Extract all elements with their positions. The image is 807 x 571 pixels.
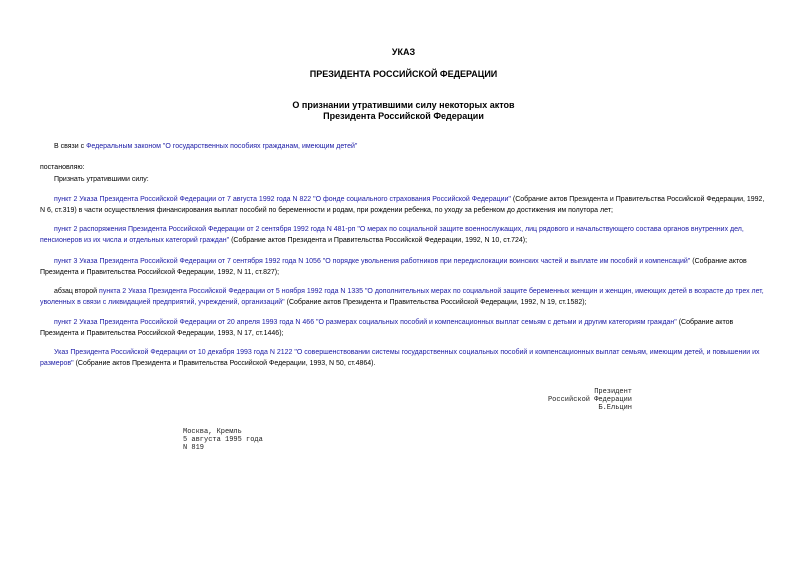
- doc-title-line2: Президента Российской Федерации: [323, 111, 484, 121]
- item-2-text: (Собрание актов Президента и Правительства Российской Федерации, 1992, N 10, ст.724);: [229, 237, 528, 244]
- item-6-text: (Собрание актов Президента и Правительства Российской Федерации, 1993, N 50, ст.4864).: [73, 360, 376, 367]
- item-3: [40, 256, 770, 278]
- item-4: [40, 286, 770, 308]
- number-text: N 819: [183, 444, 205, 452]
- item-2-link[interactable]: пункт 2 распоряжения Президента Российской Федерации от 2 сентября 1992 года N 481-рп "О мерах по социальной защите военнослужащих, лиц рядового и начальствующего состава органов внутренних дел, пенсионеров из их числа и отдельных категорий граждан": [40, 226, 744, 244]
- item-4-text: (Собрание актов Президента и Правительства Российской Федерации, 1992, N 19, ст.1582);: [284, 299, 587, 306]
- declare-invalid-text: Признать утратившими силу:: [54, 176, 149, 183]
- signature-org: Российской Федерации: [547, 396, 632, 404]
- resolution-word: постановляю:: [40, 164, 85, 171]
- item-5-link[interactable]: пункт 2 Указа Президента Российской Федерации от 20 апреля 1993 года N 466 "О размерах социальных пособий и компенсационных выплат семьям с детьми и другим категориям граждан": [54, 319, 677, 326]
- signature-block: [542, 388, 632, 412]
- item-4-prefix: абзац второй: [54, 288, 100, 295]
- doc-type-heading: УКАЗ: [391, 47, 416, 57]
- signature-name: Б.Ельцин: [598, 404, 632, 412]
- item-3-link[interactable]: пункт 3 Указа Президента Российской Федерации от 7 сентября 1992 года N 1056 "О порядке увольнения работников при передислокации воинских частей и выплате им пособий и компенсаций": [54, 258, 691, 265]
- date-text: 5 августа 1995 года: [183, 436, 263, 444]
- place-date-block: [183, 428, 263, 452]
- doc-title: [0, 100, 807, 122]
- item-6: [40, 347, 770, 369]
- doc-title-line1: О признании утратившими силу некоторых актов: [292, 100, 515, 110]
- item-1: [40, 194, 770, 216]
- preamble-prefix: В связи с: [54, 143, 87, 150]
- item-6-link[interactable]: Указ Президента Российской Федерации от 10 декабря 1993 года N 2122 "О совершенствовании системы государственных социальных пособий и компенсационных выплат семьям, имеющим детей, и повышении их размеров": [40, 349, 760, 367]
- federal-law-link[interactable]: Федеральным законом "О государственных пособиях гражданам, имеющим детей": [86, 143, 358, 150]
- item-1-text: (Собрание актов Президента и Правительства Российской Федерации, 1992, N 6, ст.319) в части осуществления финансирования выплат пособий по беременности и родам, при рождении ребенка, по уходу за ребенком до достижения им полутора лет;: [40, 196, 765, 214]
- place-text: Москва, Кремль: [183, 428, 242, 436]
- item-3-text: (Собрание актов Президента и Правительства Российской Федерации, 1992, N 11, ст.827);: [40, 258, 747, 276]
- item-1-link[interactable]: пункт 2 Указа Президента Российской Федерации от 7 августа 1992 года N 822 "О фонде социального страхования Российской Федерации": [54, 196, 511, 203]
- preamble: [40, 141, 770, 152]
- signature-title: Президент: [594, 388, 632, 396]
- item-5-text: (Собрание актов Президента и Правительства Российской Федерации, 1993, N 17, ст.1446);: [40, 319, 734, 337]
- issuer-heading: ПРЕЗИДЕНТА РОССИЙСКОЙ ФЕДЕРАЦИИ: [309, 69, 498, 79]
- item-5: [40, 317, 770, 339]
- item-4-link[interactable]: пункта 2 Указа Президента Российской Федерации от 5 ноября 1992 года N 1335 "О дополнительных мерах по социальной защите беременных женщин и женщин, имеющих детей в возрасте до трех лет, уволенных в связи с ликвидацией предприятий, учреждений, организаций": [40, 288, 764, 306]
- item-2: [40, 224, 770, 246]
